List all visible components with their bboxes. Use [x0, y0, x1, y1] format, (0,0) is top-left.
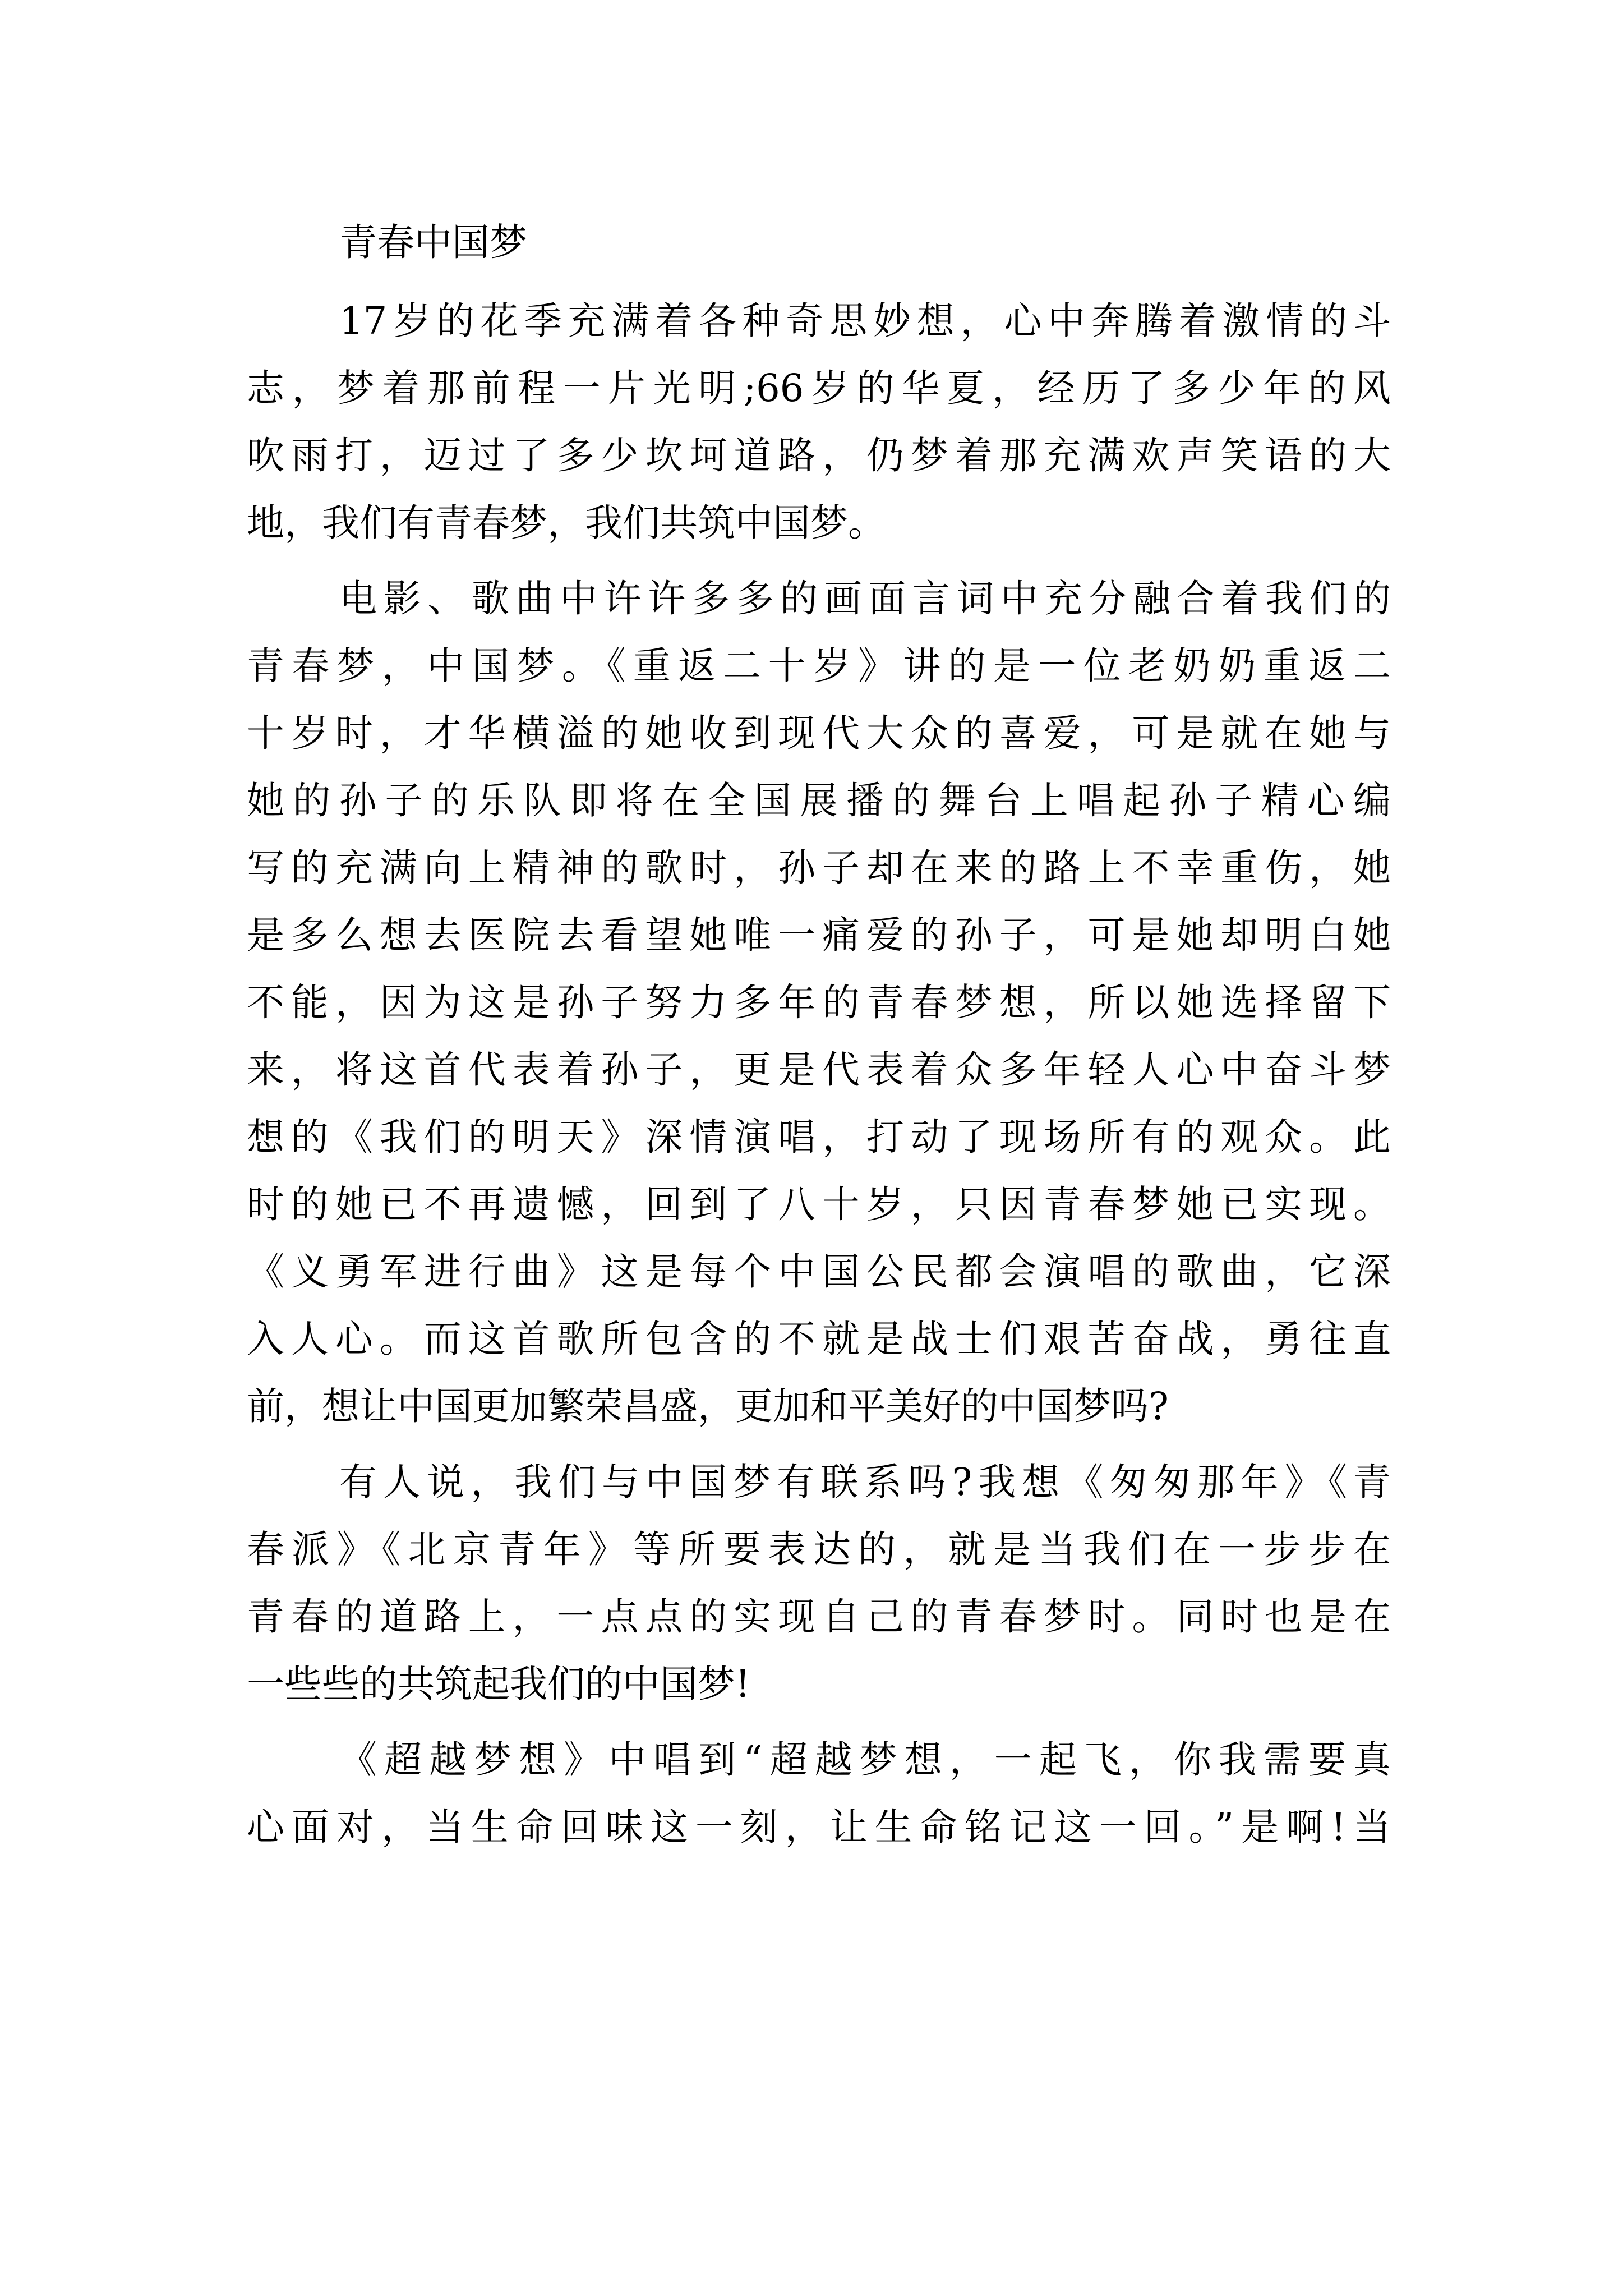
paragraph-line: 是多么想去医院去看望她唯一痛爱的孙子，可是她却明白她 [247, 913, 1391, 957]
paragraph-line: 青春梦，中国梦。《重返二十岁》讲的是一位老奶奶重返二 [247, 644, 1391, 688]
paragraph-line: 来，将这首代表着孙子，更是代表着众多年轻人心中奋斗梦 [247, 1048, 1391, 1092]
paragraph-line: 地，我们有青春梦，我们共筑中国梦。 [247, 501, 886, 545]
paragraph-line: 17岁的花季充满着各种奇思妙想，心中奔腾着激情的斗 [339, 299, 1391, 343]
paragraph-line: 她的孙子的乐队即将在全国展播的舞台上唱起孙子精心编 [247, 779, 1391, 822]
paragraph-line: 一些些的共筑起我们的中国梦! [247, 1662, 750, 1706]
paragraph-line: 有人说，我们与中国梦有联系吗?我想《匆匆那年》《青 [339, 1460, 1391, 1504]
paragraph-line: 想的《我们的明天》深情演唱，打动了现场所有的观众。此 [247, 1115, 1391, 1159]
paragraph-line: 《义勇军进行曲》这是每个中国公民都会演唱的歌曲，它深 [247, 1250, 1391, 1294]
paragraph-line: 青春的道路上，一点点的实现自己的青春梦时。同时也是在 [247, 1595, 1391, 1639]
paragraph-line: 吹雨打，迈过了多少坎坷道路，仍梦着那充满欢声笑语的大 [247, 434, 1391, 477]
paragraph-line: 电影、歌曲中许许多多的画面言词中充分融合着我们的 [339, 577, 1391, 620]
paragraph-line: 入人心。而这首歌所包含的不就是战士们艰苦奋战，勇往直 [247, 1317, 1391, 1361]
paragraph-line: 志，梦着那前程一片光明;66岁的华夏，经历了多少年的风 [247, 366, 1391, 410]
paragraph-line: 春派》《北京青年》等所要表达的，就是当我们在一步步在 [247, 1527, 1391, 1571]
paragraph-line: 写的充满向上精神的歌时，孙子却在来的路上不幸重伤，她 [247, 846, 1391, 890]
paragraph-line: 时的她已不再遗憾，回到了八十岁，只因青春梦她已实现。 [247, 1182, 1391, 1226]
document-title: 青春中国梦 [339, 220, 527, 264]
paragraph-line: 心面对，当生命回味这一刻，让生命铭记这一回。”是啊!当 [247, 1805, 1391, 1849]
paragraph-line: 《超越梦想》中唱到“超越梦想，一起飞，你我需要真 [339, 1738, 1391, 1782]
paragraph-line: 不能，因为这是孙子努力多年的青春梦想，所以她选择留下 [247, 981, 1391, 1024]
paragraph-line: 十岁时，才华横溢的她收到现代大众的喜爱，可是就在她与 [247, 711, 1391, 755]
paragraph-line: 前，想让中国更加繁荣昌盛，更加和平美好的中国梦吗? [247, 1384, 1169, 1428]
